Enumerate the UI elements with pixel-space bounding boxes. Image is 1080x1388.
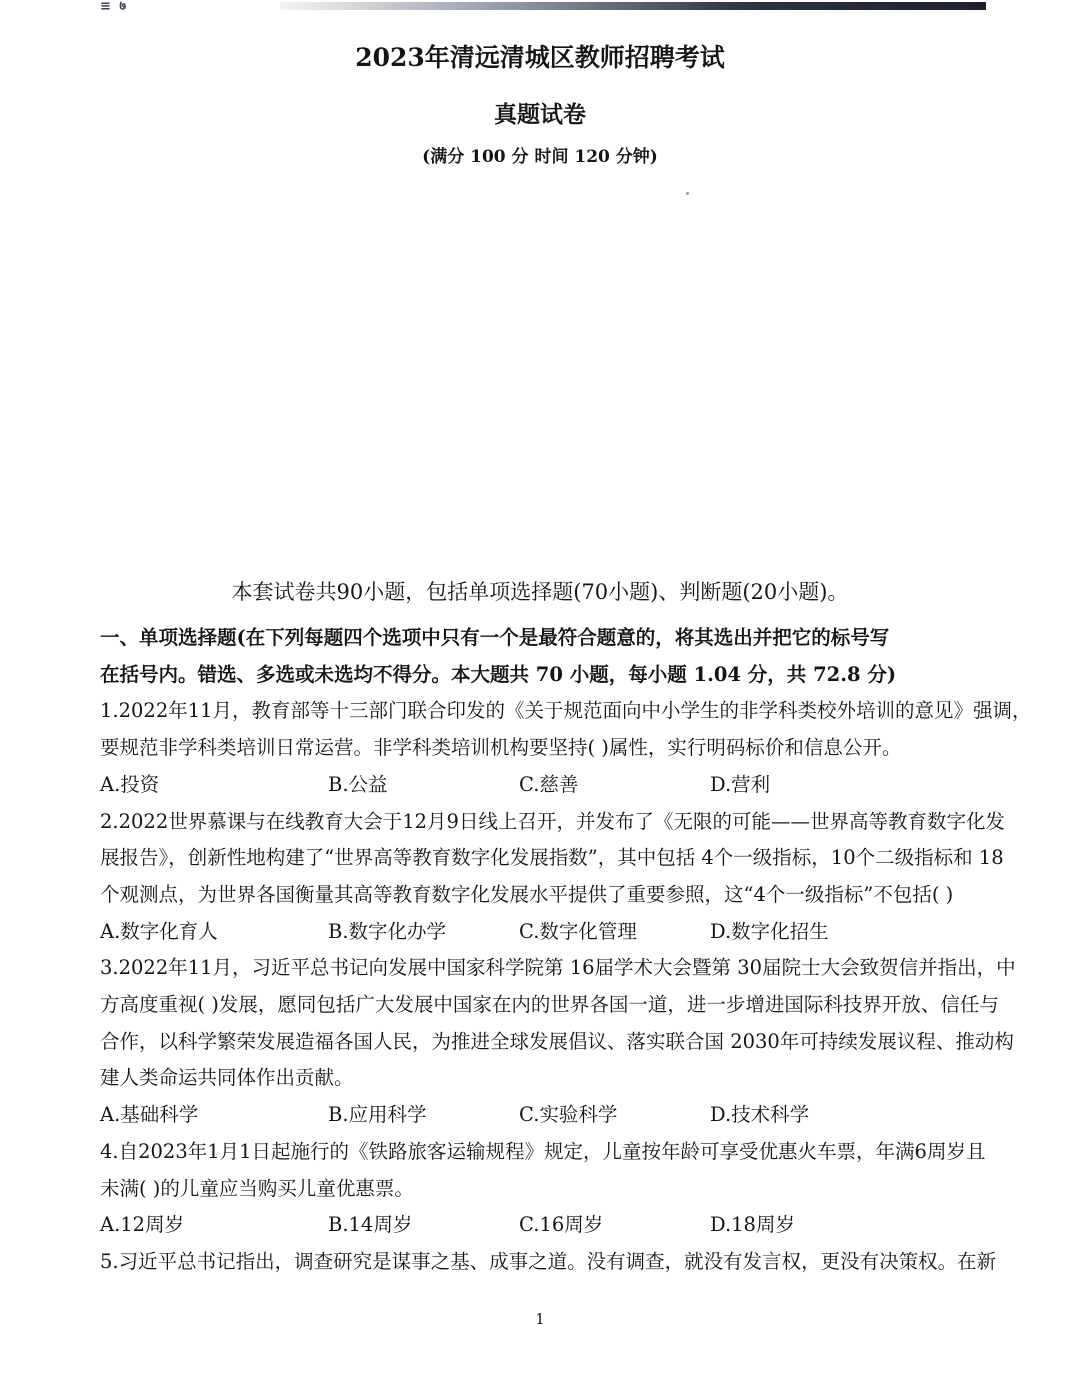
- question-line: 2.2022世界慕课与在线教育大会于12月9日线上召开，并发布了《无限的可能——世界高等教育数字化发: [100, 809, 1005, 833]
- exam-info: (满分 100 分 时间 120 分钟): [422, 147, 658, 167]
- question-2: [100, 804, 1005, 951]
- option-a: A.投资: [100, 772, 160, 796]
- question-line: 展报告》，创新性地构建了“世界高等教育数字化发展指数”，其中包括 4个一级指标，10个二级指标和 18: [100, 846, 1004, 870]
- question-options: [100, 1097, 990, 1134]
- option-d: D.营利: [710, 772, 771, 796]
- question-5: [100, 1244, 997, 1281]
- page-number: 1: [535, 1310, 545, 1328]
- question-line: 3.2022年11月，习近平总书记向发展中国家科学院第 16届学术大会暨第 30届院士大会致贺信并指出，中: [100, 956, 1016, 980]
- section-heading-line: 在括号内。错选、多选或未选均不得分。本大题共 70 小题，每小题 1.04 分，共 72.8 分): [100, 662, 897, 686]
- question-line: 1.2022年11月，教育部等十三部门联合印发的《关于规范面向中小学生的非学科类校外培训的意见》强调，: [100, 699, 1032, 723]
- option-d: D.技术科学: [710, 1103, 810, 1127]
- option-d: D.数字化招生: [710, 919, 829, 943]
- option-c: C.数字化管理: [519, 919, 637, 943]
- exam-body: [100, 620, 1032, 1281]
- question-options: [100, 1207, 990, 1244]
- question-line: 4.自2023年1月1日起施行的《铁路旅客运输规程》规定，儿童按年龄可享受优惠火车票，年满6周岁且: [100, 1139, 986, 1163]
- question-1: [100, 693, 1032, 803]
- question-line: 合作，以科学繁荣发展造福各国人民，为推进全球发展倡议、落实联合国 2030年可持续发展议程、推动构: [100, 1029, 1014, 1053]
- option-b: B.数字化办学: [328, 919, 447, 943]
- section-heading-line: 一、单项选择题(在下列每题四个选项中只有一个是最符合题意的，将其选出并把它的标号写: [100, 626, 890, 649]
- intro-text: 本套试卷共90小题，包括单项选择题(70小题)、判断题(20小题)。: [231, 580, 849, 604]
- option-a: A.基础科学: [100, 1103, 199, 1127]
- header-bar: [280, 2, 986, 10]
- option-c: C.慈善: [519, 772, 579, 796]
- option-c: C.实验科学: [519, 1103, 618, 1127]
- question-line: 要规范非学科类培训日常运营。非学科类培训机构要坚持( )属性，实行明码标价和信息公开。: [100, 736, 902, 760]
- option-b: B.公益: [328, 772, 388, 796]
- header-logo: ≡ ७: [100, 0, 129, 14]
- question-options: [100, 767, 990, 804]
- exam-title: 2023年清远清城区教师招聘考试: [355, 43, 725, 72]
- option-d: D.18周岁: [710, 1213, 795, 1237]
- option-b: B.应用科学: [328, 1103, 427, 1127]
- question-line: 5.习近平总书记指出，调查研究是谋事之基、成事之道。没有调查，就没有发言权，更没有决策权。在新: [100, 1249, 997, 1273]
- question-3: [100, 950, 1016, 1134]
- question-line: 未满( )的儿童应当购买儿童优惠票。: [100, 1176, 414, 1200]
- option-b: B.14周岁: [328, 1213, 413, 1237]
- option-a: A.12周岁: [100, 1213, 185, 1237]
- scan-dot: [686, 192, 689, 195]
- question-4: [100, 1134, 990, 1244]
- option-a: A.数字化育人: [100, 919, 218, 943]
- question-line: 个观测点，为世界各国衡量其高等教育数字化发展水平提供了重要参照，这“4个一级指标”不包括( ): [100, 882, 954, 906]
- question-options: [100, 914, 990, 951]
- question-line: 建人类命运共同体作出贡献。: [100, 1066, 354, 1090]
- question-line: 方高度重视( )发展，愿同包括广大发展中国家在内的世界各国一道，进一步增进国际科技界开放、信任与: [100, 993, 999, 1017]
- option-c: C.16周岁: [519, 1213, 604, 1237]
- exam-subtitle: 真题试卷: [494, 101, 586, 128]
